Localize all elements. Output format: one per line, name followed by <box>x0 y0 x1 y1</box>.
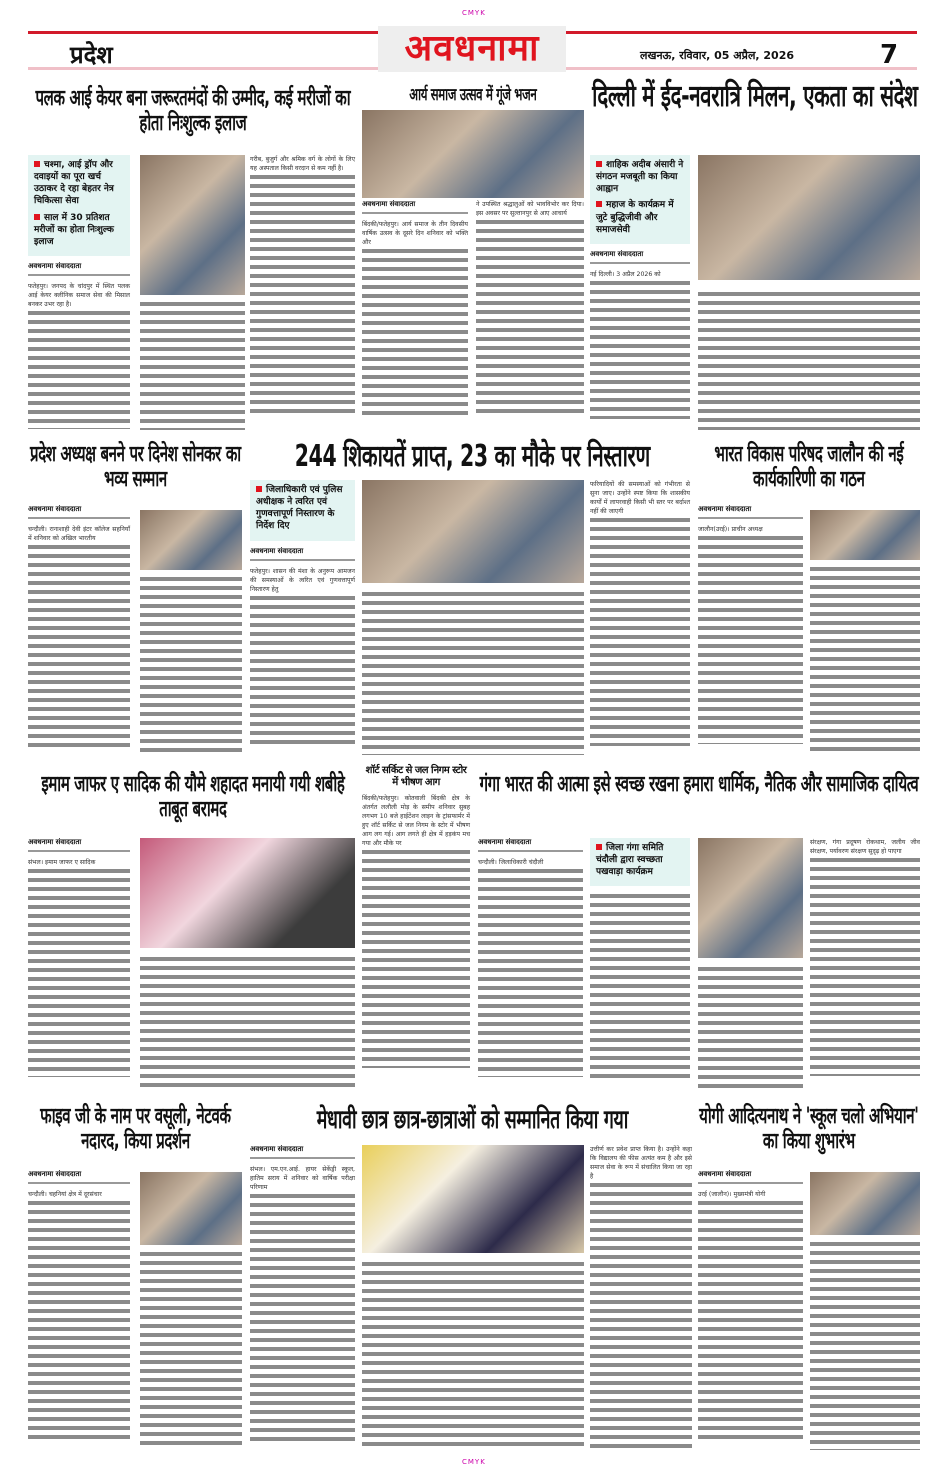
article-photo <box>362 480 584 583</box>
section-title: प्रदेश <box>70 41 113 69</box>
byline: अवधनामा संवाददाता <box>698 1170 803 1184</box>
article-column <box>28 1170 130 1450</box>
print-mark: CMYK <box>462 9 486 17</box>
article-text: गरीब, बुजुर्ग और श्रमिक वर्ग के लोगों के लिए यह अस्पताल किसी वरदान से कम नहीं है। <box>250 156 355 172</box>
article-column <box>590 480 690 756</box>
byline: अवधनामा संवाददाता <box>28 838 130 852</box>
highlight: जिलाधिकारी एवं पुलिस अधीक्षक ने त्वरित एवं गुणवत्तापूर्ण निस्तारण के निर्देश दिए <box>256 484 349 533</box>
headline: मेधावी छात्र छात्र-छात्राओं को सम्मानित किया गया <box>250 1106 695 1136</box>
highlights-box <box>250 480 355 541</box>
highlight: साल में 30 प्रतिशत मरीजों का होता निःशुल्क इलाज <box>34 212 124 248</box>
article-column <box>590 838 690 1088</box>
headline: शॉर्ट सर्किट से जल निगम स्टोर में भीषण आग <box>362 765 470 788</box>
highlight: जिला गंगा समिति चंदौली द्वारा स्वच्छता पखवाड़ा कार्यक्रम <box>596 842 684 878</box>
article-photo <box>140 1172 242 1245</box>
article-photo <box>140 510 242 570</box>
article-text <box>362 1260 584 1450</box>
highlight: महाज के कार्यक्रम में जुटे बुद्धिजीवी और समाजसेवी <box>596 199 684 235</box>
article-text <box>698 290 920 430</box>
article-column <box>28 155 130 433</box>
byline: अवधनामा संवाददाता <box>250 547 355 561</box>
article-photo <box>810 1172 920 1235</box>
article-lead: उरई (जालौन)। मुख्यमंत्री योगी <box>698 1191 766 1198</box>
article-text: उत्तीर्ण कर प्रवेश प्राप्त किया है। उन्होंने कहा कि विद्यालय की फीस अत्यंत कम है और इसे समाज सेवा के रूप में संचालित किया जा रहा है <box>590 1146 692 1180</box>
article-column <box>250 480 355 756</box>
article-text <box>140 575 242 755</box>
article-photo <box>698 155 920 280</box>
byline: अवधनामा संवाददाता <box>362 200 468 214</box>
article-text <box>140 1250 242 1450</box>
headline: आर्य समाज उत्सव में गूंजे भजन <box>362 86 584 106</box>
article-column <box>590 1145 692 1448</box>
newspaper-logo: अवधनामा <box>378 26 566 72</box>
highlight: शाहिक अदीब अंसारी ने संगठन मजबूती का किया आह्वान <box>596 160 684 195</box>
article-lead: फतेहपुर। जनपद के चांदपुर में स्थित पलक आई केयर क्लीनिक समाज सेवा की मिसाल बनकर उभर रहा है। <box>28 282 130 308</box>
article-column <box>478 838 583 1088</box>
article-lead: फतेहपुर। शासन की मंशा के अनुरूप आमजन की समस्याओं के त्वरित एवं गुणवत्तापूर्ण निस्तारण हेतु <box>250 567 355 593</box>
byline: अवधनामा संवाददाता <box>28 1170 130 1184</box>
article-text <box>28 309 130 429</box>
article-column <box>590 155 690 433</box>
article-column <box>362 765 470 1090</box>
article-text <box>810 1240 920 1450</box>
article-photo <box>140 155 245 295</box>
article-photo <box>362 1145 584 1253</box>
article-lead: बिंदकी/फतेहपुर। कोतवाली बिंदकी क्षेत्र के अंतर्गत ललौली मोड़ के समीप शनिवार सुबह लगभग 10 बजे हाईटेंशन लाइन के ट्रांसफार्मर में हुए शॉर्ट सर्किट से जल निगम के स्टोर में भीषण आग लग गई। आग लगते ही क्षेत्र में हड़कंप मच गया और मौके पर <box>362 795 470 847</box>
article-text: संरक्षण, गंगा प्रदूषण रोकथाम, जलीय जीव संरक्षण, पर्यावरण संरक्षण सुदृढ़ हो पाएगा <box>810 839 920 855</box>
article-lead: बिंदकी/फतेहपुर। आर्य समाज के तीन दिवसीय वार्षिक उत्सव के दूसरे दिन शनिवार को भक्ति और <box>362 221 468 246</box>
article-photo <box>698 838 803 958</box>
article-column <box>476 200 584 432</box>
article-column <box>698 1170 803 1450</box>
headline: गंगा भारत की आत्मा इसे स्वच्छ रखना हमारा धार्मिक, नैतिक और सामाजिक दायित्व <box>479 772 919 797</box>
article-text <box>698 965 803 1088</box>
article-column <box>698 505 803 755</box>
article-lead: नई दिल्ली। 3 अप्रैल 2026 को <box>590 270 661 278</box>
headline: प्रदेश अध्यक्ष बनने पर दिनेश सोनकर का भव्य सम्मान <box>28 442 243 493</box>
headline: इमाम जाफर ए सादिक की यौमे शहादत मनायी गयी शबीहे ताबूत बरामद <box>28 772 358 823</box>
article-text: ने उपस्थित श्रद्धालुओं को भावविभोर कर दिया। इस अवसर पर सुल्तानपुर से आए आचार्य <box>476 201 584 217</box>
article-column <box>362 200 468 432</box>
article-text <box>140 300 245 430</box>
article-lead: चन्दौली। रानाशाही देवी इंटर कॉलेज सहनियाँ में शनिवार को अखिल भारतीय <box>28 526 130 542</box>
headline: 244 शिकायतें प्राप्त, 23 का मौके पर निस्तारण <box>250 440 695 475</box>
headline: योगी आदित्यनाथ ने 'स्कूल चलो अभियान' का किया शुभारंभ <box>699 1104 919 1155</box>
article-lead: संभल। एम.एन.आई. हायर सेकेंड्री स्कूल, हातिम सराय में शनिवार को वार्षिक परीक्षा परिणाम <box>250 1166 355 1191</box>
headline: भारत विकास परिषद जालौन की नई कार्यकारिणी का गठन <box>698 442 920 493</box>
byline: अवधनामा संवाददाता <box>250 1145 355 1159</box>
highlights-box <box>590 838 690 886</box>
highlights-box <box>590 155 690 244</box>
article-column <box>28 505 130 755</box>
headline: फाइव जी के नाम पर वसूली, नेटवर्क नदारद, किया प्रदर्शन <box>28 1104 243 1155</box>
article-lead: चन्दौली। जिलाधिकारी चंदौली <box>478 859 544 866</box>
byline: अवधनामा संवाददाता <box>698 505 803 519</box>
article-text <box>140 955 355 1088</box>
article-photo <box>362 110 584 198</box>
article-lead: संभल। इमाम जाफर ए सादिक <box>28 859 96 866</box>
print-mark: CMYK <box>462 1458 486 1466</box>
article-column <box>28 838 130 1088</box>
article-photo <box>140 838 355 948</box>
byline: अवधनामा संवाददाता <box>590 250 690 264</box>
dateline: लखनऊ, रविवार, 05 अप्रैल, 2026 <box>640 49 795 62</box>
article-text: फरियादियों की समस्याओं को गंभीरता से सुना जाए। उन्होंने स्पष्ट किया कि शासकीय कार्यों में लापरवाही किसी भी स्तर पर बर्दाश्त नहीं की जाएगी <box>590 481 690 515</box>
highlight: चश्मा, आई ड्रॉप और दवाइयों का पूरा खर्च उठाकर दे रहा बेहतर नेत्र चिकित्सा सेवा <box>34 159 124 208</box>
article-column <box>250 155 355 433</box>
byline: अवधनामा संवाददाता <box>28 505 130 519</box>
headline: दिल्ली में ईद-नवरात्रि मिलन, एकता का संदेश <box>590 80 920 115</box>
byline: अवधनामा संवाददाता <box>28 262 130 276</box>
article-text <box>362 590 584 755</box>
article-lead: जालौन(उरई)। प्राचीन अध्यक्ष <box>698 526 763 533</box>
page-number: 7 <box>880 40 899 70</box>
article-lead: चन्दौली। चहनियां क्षेत्र में दूरसंचार <box>28 1191 102 1198</box>
article-text <box>810 565 920 755</box>
headline: पलक आई केयर बना जरूरतमंदों की उम्मीद, कई मरीजों का होता निःशुल्क इलाज <box>28 86 358 137</box>
highlights-box <box>28 155 130 256</box>
article-column <box>250 1145 355 1448</box>
article-photo <box>810 510 920 560</box>
article-column <box>810 838 920 1088</box>
byline: अवधनामा संवाददाता <box>478 838 583 852</box>
